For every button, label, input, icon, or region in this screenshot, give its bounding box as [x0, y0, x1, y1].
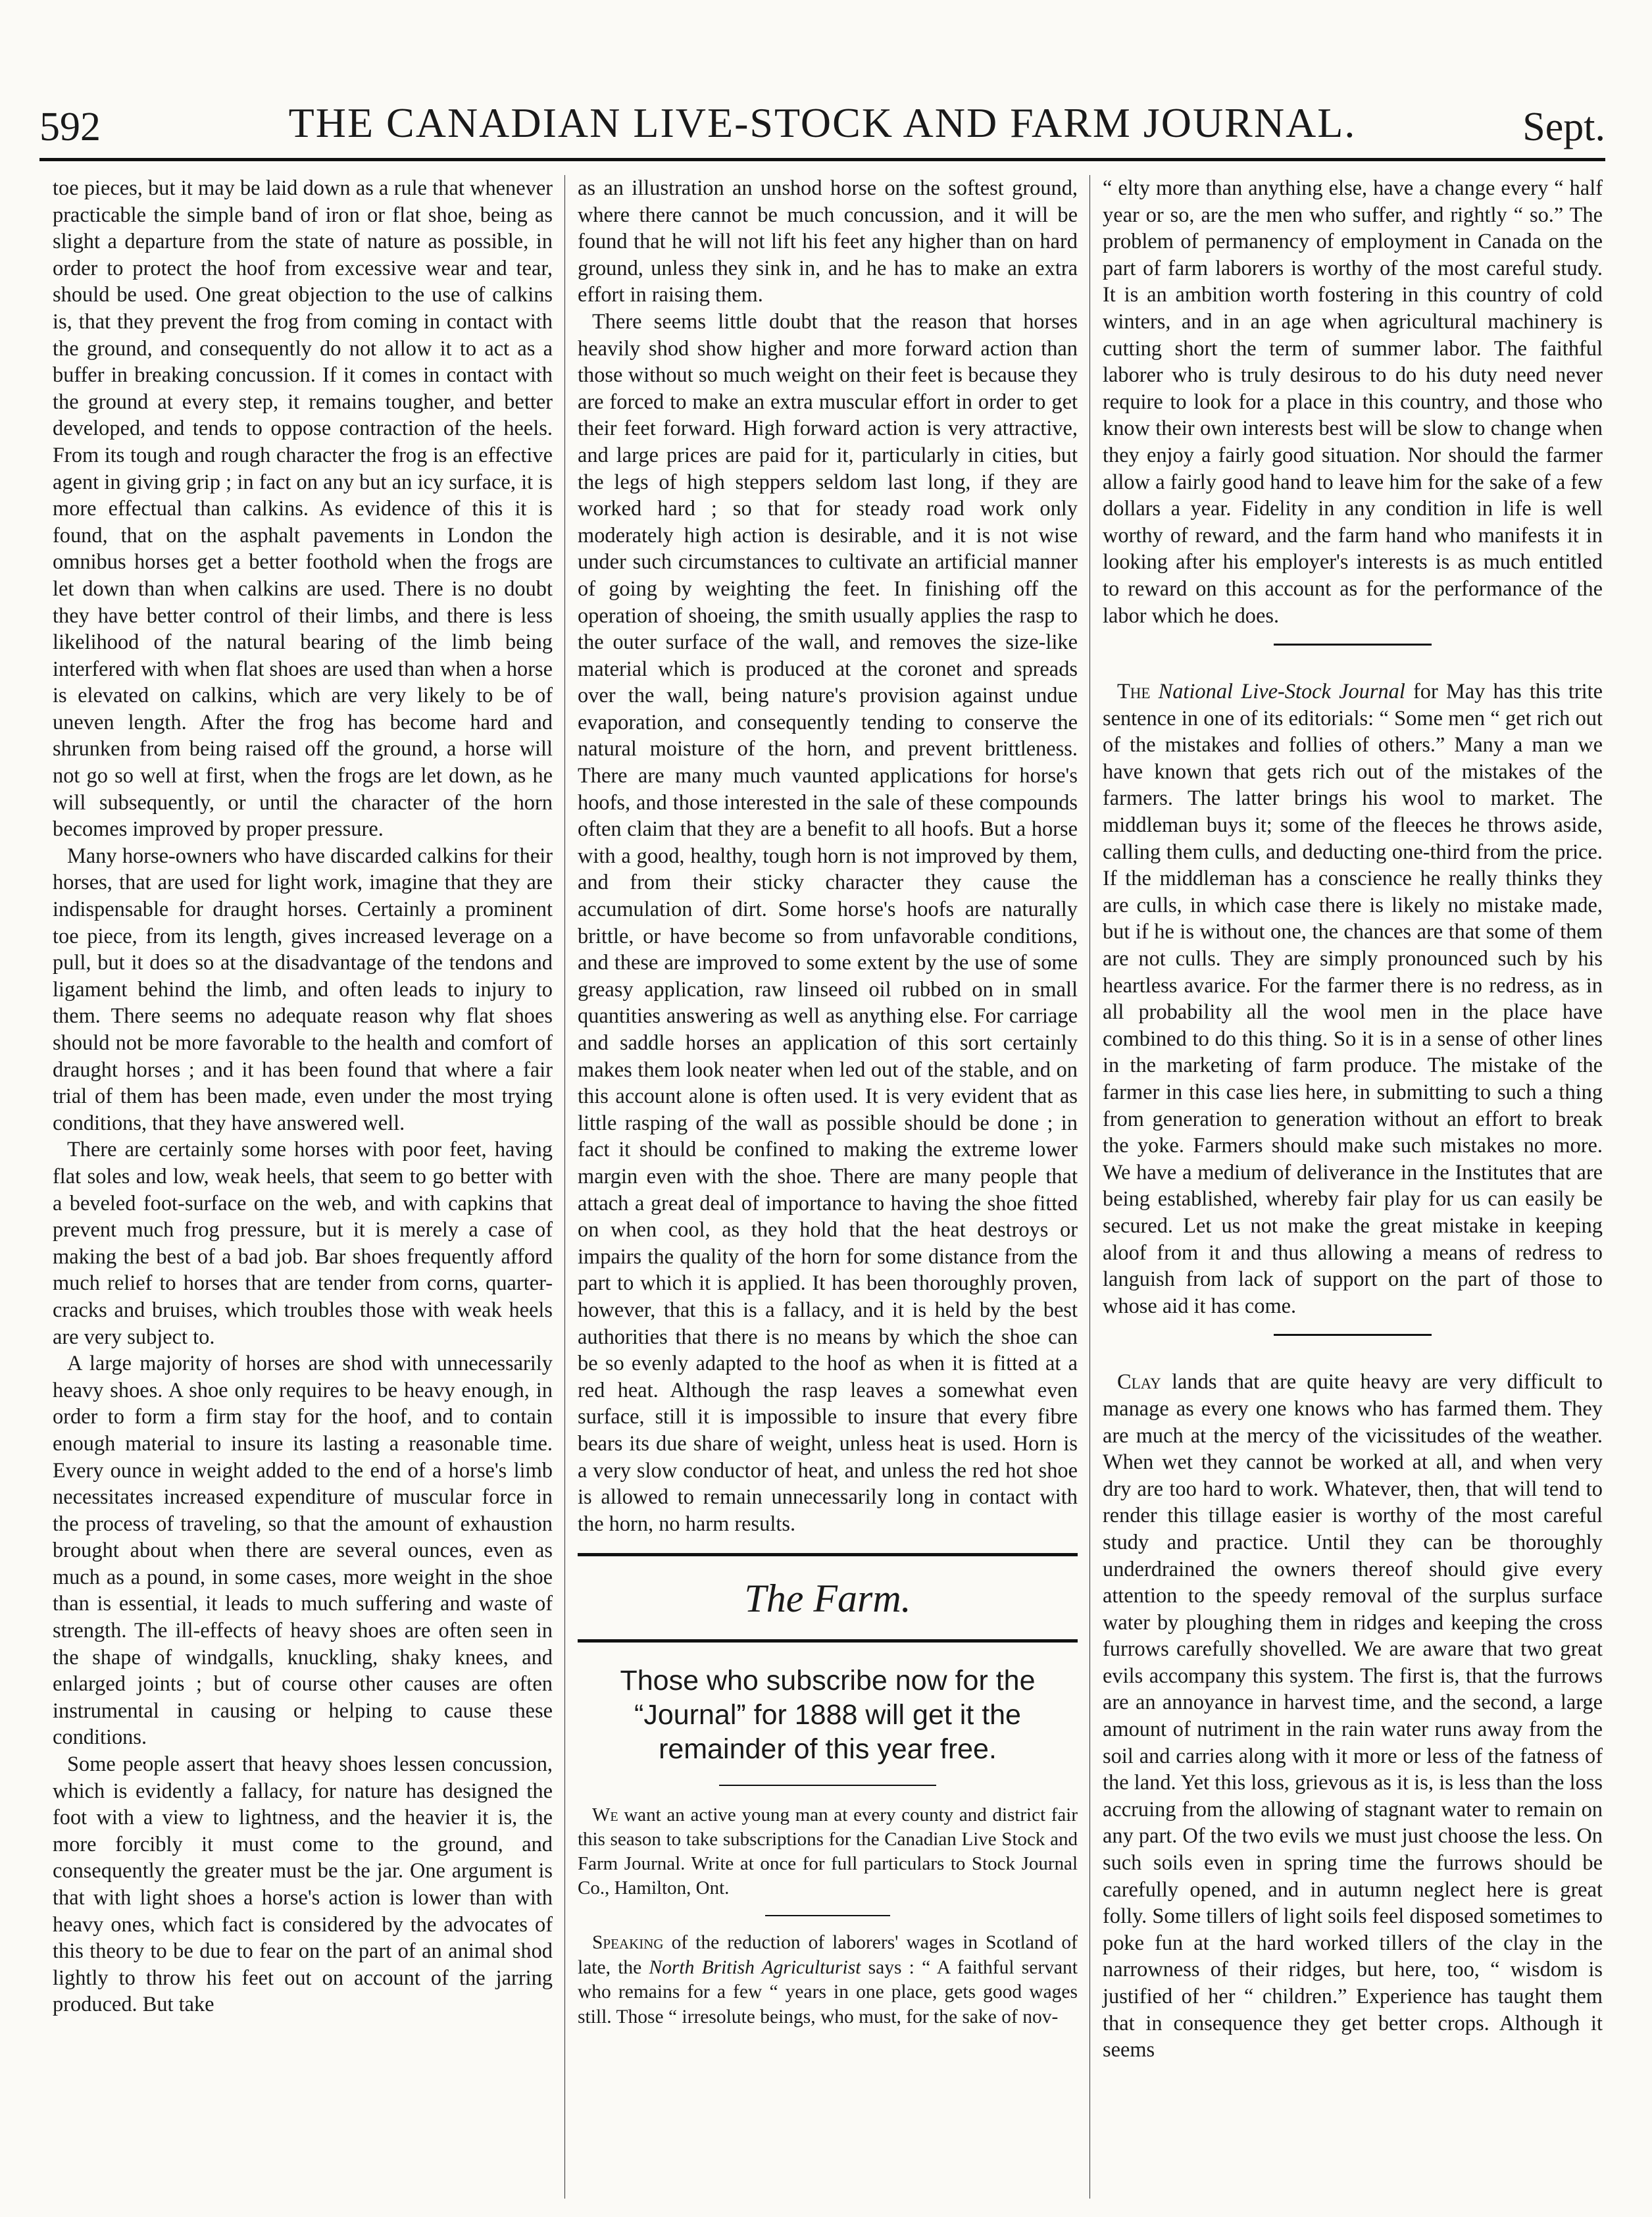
issue-month: Sept.	[1522, 105, 1605, 149]
article-text: says : “ A faithful servant who remains for a few “ years in one place, gets good wages still. Those “ irresolute beings, who must, for the sake of nov-	[578, 1956, 1078, 2027]
publication-name: National Live-Stock Journal	[1150, 680, 1405, 704]
publication-name: North British Agriculturist	[649, 1956, 861, 1978]
wages-article-start	[578, 1931, 1078, 2029]
article-text: of the reduction of laborers' wages in Scotland of late, the	[578, 1932, 1078, 1978]
article-text: for May has this trite sentence in one of its editorials: “ Some men “ get rich out of the mistakes and follies of others.” Many a man we have known that gets rich out of the mistakes of the farmers. The latter brings his wool to market. The middleman buys it; some of the fleeces he throws aside, calling them culls, and deducting one-third from the price. If the middleman has a conscience he really thinks they are culls, in which case there is likely no mistake made, but if he is without one, the chances are that some of them are not culls. They are simply pronounced such by his heartless avarice. For the farmer there is no redress, as in all probability all the wool men in the place have combined to do this thing. So it is in a sense of other lines in the marketing of farm produce. The mistake of the farmer in this case lies here, in submitting to such a thing from generation to generation without an effort to break the yoke. Farmers should make such mistakes no more. We have a medium of deliverance in the Institutes that are being established, whereby fair play for us can easily be secured. Let us not make the great mistake in keeping aloof from it and thus allowing a means of redress to languish from lack of support on the part of those to whose aid it has come.	[1103, 680, 1603, 1318]
article-lead: Speaking	[592, 1932, 664, 1954]
running-header	[39, 99, 1605, 158]
header-rule	[39, 158, 1605, 161]
agent-wanted-ad	[578, 1803, 1078, 1900]
journal-title: THE CANADIAN LIVE-STOCK AND FARM JOURNAL.	[288, 99, 1357, 146]
article-text: lands that are quite heavy are very difficult to manage as every one knows who has farmed them. They are much at the mercy of the vicissitudes of the weather. When wet they cannot be worked at all, and when very dry are too hard to work. Whatever, then, that will tend to render this tillage easier is worthy of the most careful study and practice. Until they can be thoroughly underdrained the owners thereof should give every attention to the speedy removal of the surplus surface water by ploughing them in ridges and keeping the cross furrows carefully shovelled. We are aware that two great evils accompany this system. The first is, that the furrows are an annoyance in harvest time, and the second, a large amount of nutriment in the rain water runs away from the soil and carries along with it more or less of the fatness of the land. Yet this loss, grievous as it is, is less than the loss accruing from the allowing of stagnant water to remain on any part. Of the two evils we must just choose the less. On such soils even in spring time the furrows should be carefully opened, and in autumn neglect here is great folly. Some tillers of light soils feel disposed sometimes to poke fun at the hard worked tillers of the clay in the narrowness of their ridges, but here, too, “ wisdom is justified of her “ children.” Experience has taught them that in consequence they get better crops. Although it seems	[1103, 1370, 1603, 2062]
paragraph: There seems little doubt that the reason that horses heavily shod show higher and more forward action than those without so much weight on their feet is because they are forced to make an extra muscular effort in order to get their feet forward. High forward action is very attractive, and large prices are paid for it, particularly in cities, but the legs of high steppers seldom last long, if they are worked hard ; so that for steady road work only moderately high action is desirable, and it is not wise under such circumstances to cultivate an artificial manner of going by weighting the feet. In finishing off the operation of shoeing, the smith usually applies the rasp to the outer surface of the wall, and removes the size-like material which is produced at the coronet and spreads over the wall, being nature's provision against undue evaporation, and consequently tending to conserve the natural moisture of the horn, and prevent brittleness. There are many much vaunted applications for horse's hoofs, and those interested in the sale of these compounds often claim that they are a benefit to all hoofs. But a horse with a good, healthy, tough horn is not improved by them, and from their sticky character they cause the accumulation of dirt. Some horse's hoofs are naturally brittle, or have become so from unfavorable conditions, and these are improved to some extent by the use of some greasy application, raw linseed oil rubbed on in small quantities answering as well as anything else. For carriage and saddle horses an application of this sort certainly makes them look neater when led out of the stable, and on this account alone is often used. It is very evident that as little rasping of the wall as possible should be done ; in fact it should be confined to making the extreme lower margin even with the shoe. There are many people that attach a great deal of importance to having the shoe fitted on when cool, as they hold that the heat destroys or impairs the quality of the horn for some distance from the part to which it is applied. It has been thoroughly proven, however, that this is a fallacy, and it is held by the best authorities that there is no means by which the shoe can be so evenly adapted to the hoof as when it is fitted at a red heat. Although the rasp leaves a somewhat even surface, still it is impossible to insure that every fibre bears its due share of weight, unless heat is used. Horn is a very slow conductor of heat, and unless the red hot shoe is allowed to remain unnecessarily long in contact with the horn, no harm results.	[578, 309, 1078, 1536]
paragraph	[1103, 1369, 1603, 2063]
paragraph: There are certainly some horses with poor feet, having flat soles and low, weak heels, that seem to go better with a beveled foot-surface on the web, and with capkins that prevent much frog pressure, but it is merely a case of making the best of a bad job. Bar shoes frequently afford much relief to horses that are tender from corns, quarter-cracks and bruises, which troubles those with weak heels are very subject to.	[53, 1138, 553, 1349]
column-divider	[564, 175, 565, 2199]
paragraph: A large majority of horses are shod with unnecessarily heavy shoes. A shoe only requires to be heavy enough, in order to form a firm stay for the hoof, and to contain enough material to insure its lasting a reasonable time. Every ounce in weight added to the end of a horse's limb necessitates increased expenditure of muscular force in the process of traveling, so that the amount of exhaustion brought about when there are several ounces, even as much as a pound, in some cases, more weight in the shoe than is essential, it leads to much suffering and waste of strength. The ill-effects of heavy shoes are often seen in the shape of windgalls, knuckling, shaky knees, and enlarged joints ; but of course other causes are often instrumental in causing or helping to cause these conditions.	[53, 1352, 553, 1750]
column-1	[53, 175, 553, 2018]
column-2	[578, 175, 1078, 2029]
divider-rule	[1274, 1334, 1432, 1336]
paragraph: “ elty more than anything else, have a change every “ half year or so, are the men who suffer, and rightly “ so.” The problem of permanency of employment in Canada on the part of farm laborers is worthy of the most careful study. It is an ambition worth fostering in this country of cold winters, and in an age when agricultural machinery is cutting short the term of summer labor. The faithful laborer who is truly desirous to do his duty need never require to look for a place in this country, and those who know their own interests best will be slow to change when they enjoy a fairly good situation. Nor should the farmer allow a fairly good hand to leave him for the sake of a few dollars a year. Fidelity in any condition in life is well worthy of reward, and the farm hand who manifests it in looking after his employer's interests is as much entitled to reward on this account as for the performance of the labor which he does.	[1103, 176, 1603, 628]
divider-rule	[719, 1785, 936, 1786]
column-divider	[1089, 175, 1090, 2199]
subscription-notice: Those who subscribe now for the “Journal” for 1888 will get it the remainder of this year free.	[620, 1665, 1036, 1766]
paragraph: as an illustration an unshod horse on the softest ground, where there cannot be much concussion, and it will be found that he will not lift his feet any higher than on hard ground, unless they sink in, and he has to make an extra effort in raising them.	[578, 176, 1078, 307]
paragraph: Some people assert that heavy shoes lessen concussion, which is evidently a fallacy, for nature has designed the foot with a view to lightness, and the heavier it is, the more forcibly it must come to the ground, and consequently the greater must be the jar. One argument is that with light shoes a horse's action is lower than with heavy ones, which fact is considered by the advocates of this theory to be due to fear on the part of an animal shod lightly to throw his feet out on account of the jarring produced. But take	[53, 1752, 553, 2017]
article-lead: Clay	[1117, 1370, 1161, 1394]
column-3	[1103, 175, 1603, 2064]
ad-body: want an active young man at every county and district fair this season to take subscriptions for the Canadian Live Stock and Farm Journal. Write at once for full particulars to Stock Journal Co., Hamilton, Ont.	[578, 1804, 1078, 1899]
divider-rule	[765, 1915, 890, 1916]
paragraph: Many horse-owners who have discarded calkins for their horses, that are used for light work, imagine that they are indispensable for draught horses. Certainly a prominent toe piece, from its length, gives increased leverage on a pull, but it does so at the disadvantage of the tendons and ligament behind the limb, and often leads to injury to them. There seems no adequate reason why flat shoes should not be more favorable to the health and comfort of draught horses ; and it has been found that where a fair trial of them has been made, even under the most trying conditions, that they have answered well.	[53, 844, 553, 1135]
page-number: 592	[39, 105, 101, 149]
article-lead: The	[1117, 680, 1151, 704]
divider-rule	[1274, 644, 1432, 646]
paragraph	[1103, 678, 1603, 1319]
paragraph: toe pieces, but it may be laid down as a rule that whenever practicable the simple band of iron or flat shoe, being as slight a departure from the state of nature as possible, in order to protect the hoof from excessive wear and tear, should be used. One great objection to the use of calkins is, that they prevent the frog from coming in contact with the ground, and consequently do not allow it to act as a buffer in breaking concussion. If it comes in contact with the ground at every step, it remains tougher, and better developed, and tends to oppose contraction of the heels. From its tough and rough character the frog is an effective agent in giving grip ; in fact on any but an icy surface, it is more effectual than calkins. As evidence of this it is found, that on the asphalt pavements in London the omnibus horses get a better foothold when the frogs are let down than when calkins are used. There is no doubt they have better control of their limbs, and there is less likelihood of the natural bearing of the limb being interfered with when flat shoes are used than when a horse is elevated on calkins, which are very likely to be of uneven length. After the frog has become hard and shrunken from being raised off the ground, a horse will not go so well at first, when the frogs are let down, as he will subsequently, or until the character of the horn becomes improved by proper pressure.	[53, 176, 553, 842]
section-title: The Farm.	[744, 1577, 911, 1621]
ad-lead: We	[592, 1804, 618, 1826]
